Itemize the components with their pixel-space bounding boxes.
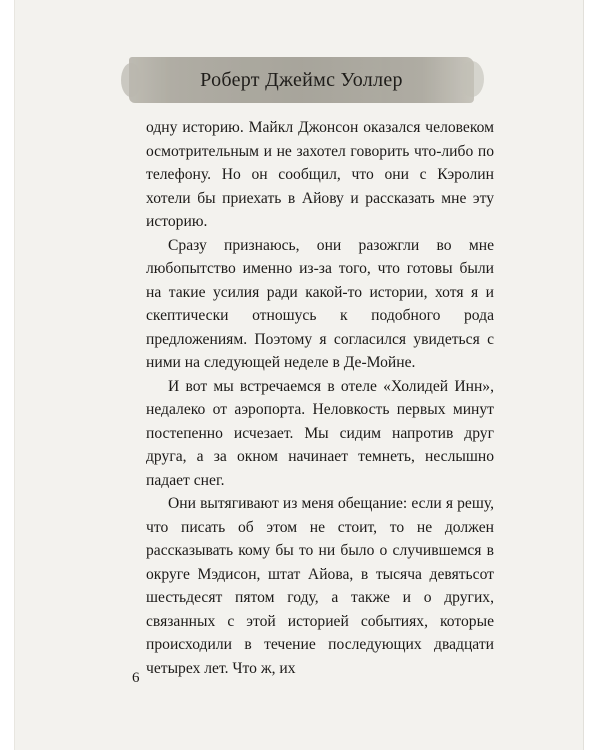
book-page [14,0,584,750]
paragraph-1: одну историю. Майкл Джонсон оказался человеком осмотрительным и не захотел говорить что-либо по телефону. Но он сообщил, что они с Кэролин хотели бы приехать в Айову и рассказать мне эту историю. [146,119,494,230]
paragraph-4: Они вытягивают из меня обещание: если я решу, что писать об этом не стоит, то не должен рассказывать кому бы то ни было о случившемся в округе Мэдисон, штат Айова, в тысяча девятьсот шестьдесят пятом году, а также и о других, связанных с этой историей событиях, которые происходили в течение последующих двадцати четырех лет. Что ж, их [146,495,494,677]
paragraph-2: Сразу признаюсь, они разожгли во мне любопытство именно из-за того, что готовы были на такие усилия ради какой-то истории, хотя я и скептически отношусь к подобного рода предложениям. Поэтому я согласился увидеться с ними на следующей неделе в Де-Мойне. [146,236,494,371]
running-header-author: Роберт Джеймс Уоллер [200,69,403,91]
paragraph-3: И вот мы встречаемся в отеле «Холидей Инн», недалеко от аэропорта. Неловкость первых минут постепенно исчезает. Мы сидим напротив друг друга, а за окном начинает темнеть, неслышно падает снег. [146,377,494,489]
body-text [146,116,494,680]
page-number: 6 [132,670,140,686]
